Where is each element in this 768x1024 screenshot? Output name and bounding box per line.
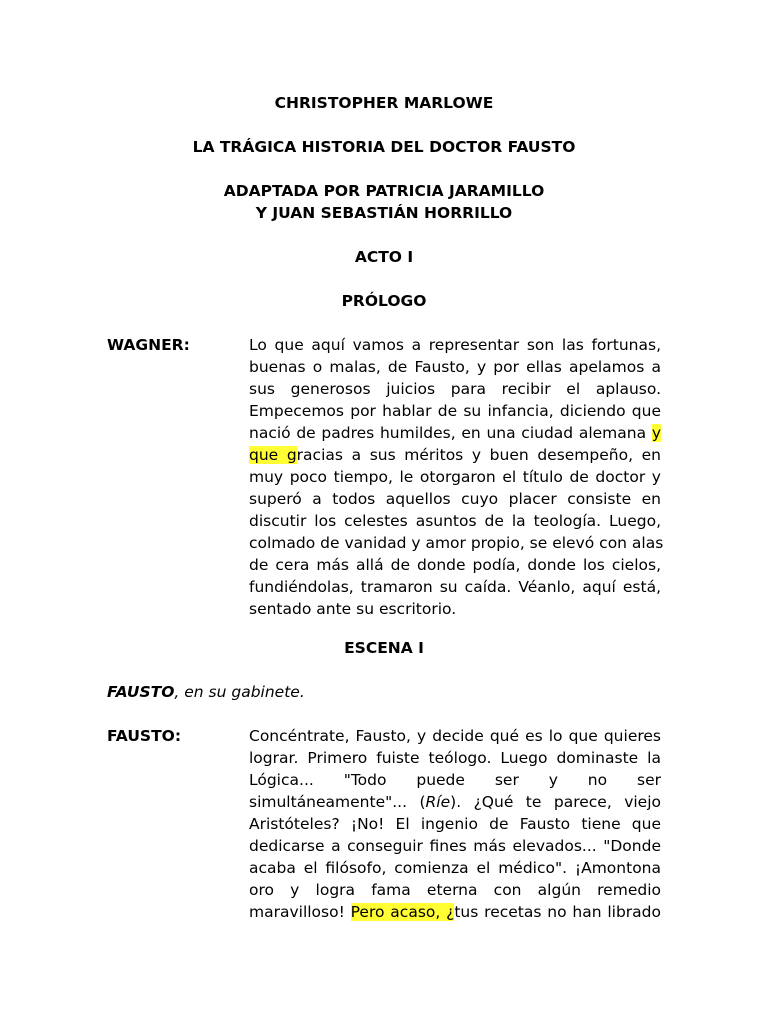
speech-text: maravilloso!	[249, 903, 351, 921]
adaptation-credit-line-2: Y JUAN SEBASTIÁN HORRILLO	[255, 204, 513, 222]
fausto-speech	[249, 725, 661, 923]
speech-line: lograr. Primero fuiste teólogo. Luego dominaste la	[249, 749, 661, 767]
speech-line: Concéntrate, Fausto, y decide qué es lo que quieres	[249, 727, 661, 745]
prologue-speech	[249, 334, 664, 620]
act-heading: ACTO I	[354, 248, 414, 266]
speech-line: superó a todos aquellos cuyo placer consiste en	[249, 490, 661, 508]
speech-line: buenas o malas, de Fausto, y por ellas apelamos a	[249, 358, 661, 376]
speech-text: tus recetas no han librado	[454, 903, 661, 921]
speech-line: muy poco tiempo, le otorgaron el título de doctor y	[249, 468, 661, 486]
speech-line: discutir los celestes asuntos de la teología. Luego,	[249, 512, 661, 530]
speech-line: oro y logra fama eterna con algún remedio	[249, 881, 661, 899]
speech-line	[249, 422, 661, 444]
speech-line: sus generosos juicios para recibir el aplauso.	[249, 380, 661, 398]
stage-direction-character: FAUSTO	[107, 683, 175, 701]
speech-line: Lo que aquí vamos a representar son las fortunas,	[249, 336, 661, 354]
adaptation-credit-line-1: ADAPTADA POR PATRICIA JARAMILLO	[223, 182, 545, 200]
speech-text: nació de padres humildes, en una ciudad alemana	[249, 424, 652, 442]
prologue-heading: PRÓLOGO	[341, 292, 427, 310]
stage-direction	[107, 681, 305, 703]
speech-line: acaba el filósofo, comienza el médico". ¡Amontona	[249, 859, 661, 877]
author-heading: CHRISTOPHER MARLOWE	[274, 94, 494, 112]
speech-line	[249, 901, 661, 923]
speech-text: ). ¿Qué te parece, viejo	[450, 793, 661, 811]
play-title: LA TRÁGICA HISTORIA DEL DOCTOR FAUSTO	[192, 138, 576, 156]
highlighted-text: y	[651, 424, 661, 442]
stage-direction-text: , en su gabinete.	[174, 683, 305, 701]
speech-line	[249, 444, 661, 466]
speech-line: Empecemos por hablar de su infancia, diciendo que	[249, 402, 661, 420]
speech-text: simultáneamente"... (	[249, 793, 426, 811]
stage-aside: Ríe	[425, 793, 451, 811]
speech-line: de cera más allá de donde podía, donde los cielos,	[249, 556, 661, 574]
highlighted-text: que g	[249, 446, 297, 464]
speech-line: Lógica... "Todo puede ser y no ser	[249, 771, 661, 789]
speech-line: dedicarse a conseguir fines más elevados... "Donde	[249, 837, 661, 855]
highlighted-text: Pero acaso, ¿	[350, 903, 455, 921]
speech-line: colmado de vanidad y amor propio, se elevó con alas	[249, 534, 664, 552]
speaker-wagner: WAGNER:	[107, 336, 190, 354]
scene-heading: ESCENA I	[344, 639, 424, 657]
speech-text: racias a sus méritos y buen desempeño, en	[296, 446, 662, 464]
speech-line: Aristóteles? ¡No! El ingenio de Fausto tiene que	[249, 815, 661, 833]
speaker-fausto: FAUSTO:	[107, 727, 182, 745]
speech-line	[249, 791, 661, 813]
speech-line: sentado ante su escritorio.	[249, 600, 457, 618]
speech-line: fundiéndolas, tramaron su caída. Véanlo, aquí está,	[249, 578, 661, 596]
